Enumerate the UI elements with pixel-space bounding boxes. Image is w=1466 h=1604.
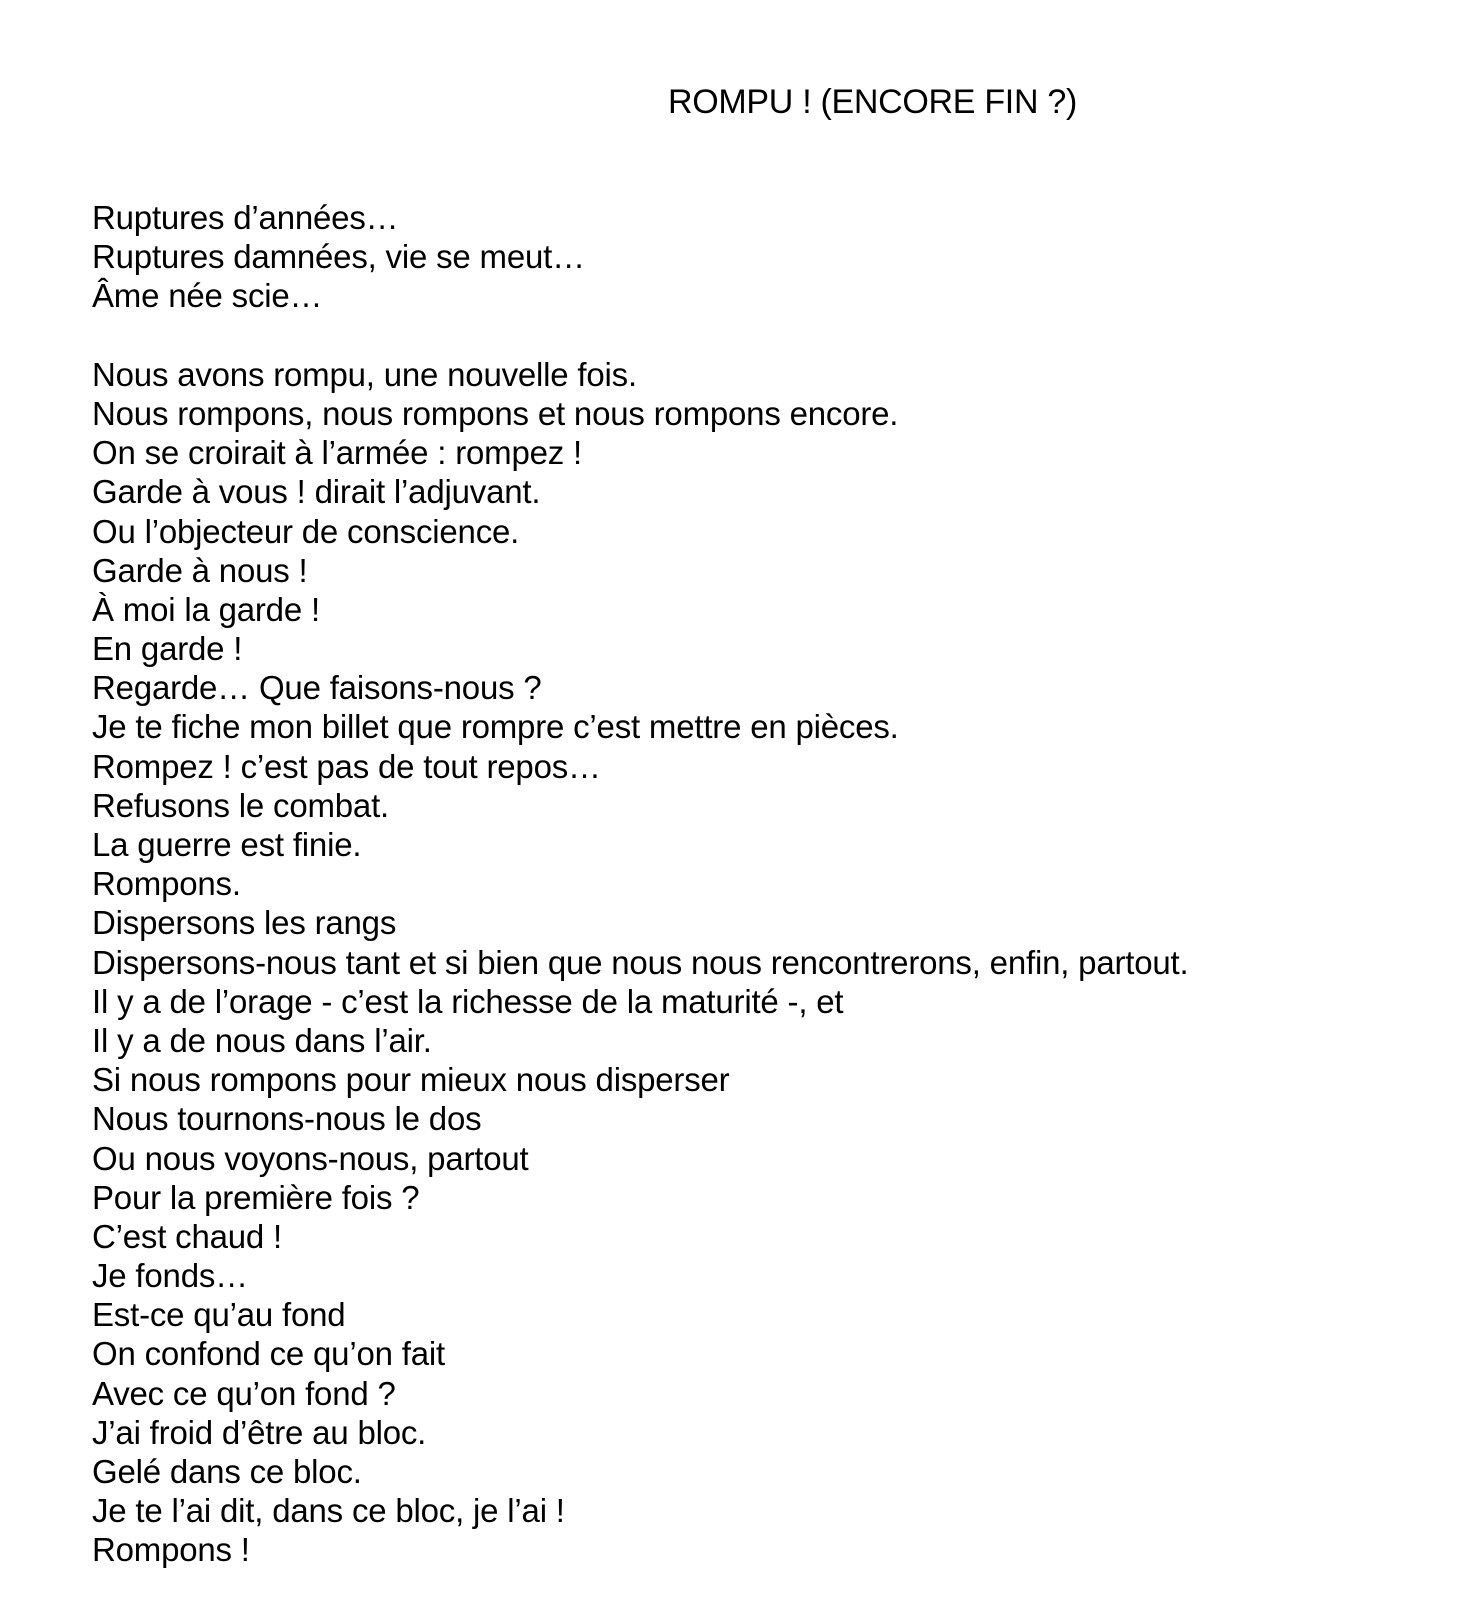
poem-line: Dispersons-nous tant et si bien que nous nous rencontrerons, enfin, partout.	[92, 943, 1189, 981]
poem-line: Rompons.	[92, 865, 241, 903]
poem-line: Rompez ! c’est pas de tout repos…	[92, 747, 601, 785]
poem-title: ROMPU ! (ENCORE FIN ?)	[668, 83, 1077, 121]
poem-line: C’est chaud !	[92, 1217, 283, 1255]
poem-line: Ou nous voyons-nous, partout	[92, 1139, 529, 1177]
poem-line: Pour la première fois ?	[92, 1178, 420, 1216]
stanza-1	[92, 198, 1432, 316]
poem-line: J’ai froid d’être au bloc.	[92, 1413, 427, 1451]
poem-line: Je fonds…	[92, 1257, 248, 1295]
poem-line: Est-ce qu’au fond	[92, 1296, 346, 1334]
poem-line: Rompons !	[92, 1531, 250, 1569]
poem-line: Nous avons rompu, une nouvelle fois.	[92, 355, 637, 393]
stanza-break	[92, 316, 1432, 355]
poem-line: Ou l’objecteur de conscience.	[92, 512, 520, 550]
poem-line: Regarde… Que faisons-nous ?	[92, 669, 542, 707]
poem-line: Refusons le combat.	[92, 786, 390, 824]
poem-line: Avec ce qu’on fond ?	[92, 1374, 396, 1412]
poem-line: Nous tournons-nous le dos	[92, 1100, 482, 1138]
poem-line: Garde à nous !	[92, 551, 308, 589]
stanza-2	[92, 355, 1432, 1570]
poem-line: Il y a de l’orage - c’est la richesse de la maturité -, et	[92, 982, 844, 1020]
poem-line: Ruptures damnées, vie se meut…	[92, 238, 585, 276]
poem-line: La guerre est finie.	[92, 826, 362, 863]
poem-line: À moi la garde !	[92, 590, 320, 628]
poem-line: Dispersons les rangs	[92, 904, 397, 942]
poem-line: Ruptures d’années…	[92, 199, 399, 236]
poem-line: Âme née scie…	[92, 277, 323, 315]
poem-line: Nous rompons, nous rompons et nous rompons encore.	[92, 394, 899, 432]
poem-line: Il y a de nous dans l’air.	[92, 1021, 432, 1059]
poem-line: Je te fiche mon billet que rompre c’est mettre en pièces.	[92, 708, 899, 746]
poem-line: Je te l’ai dit, dans ce bloc, je l’ai !	[92, 1492, 565, 1530]
poem-line: En garde !	[92, 630, 243, 668]
poem-line: Si nous rompons pour mieux nous disperser	[92, 1061, 730, 1099]
poem-line: Gelé dans ce bloc.	[92, 1453, 362, 1490]
poem-body	[92, 198, 1432, 1570]
poem-line: On confond ce qu’on fait	[92, 1335, 445, 1373]
poem-line: Garde à vous ! dirait l’adjuvant.	[92, 473, 541, 511]
poem-line: On se croirait à l’armée : rompez !	[92, 434, 582, 472]
